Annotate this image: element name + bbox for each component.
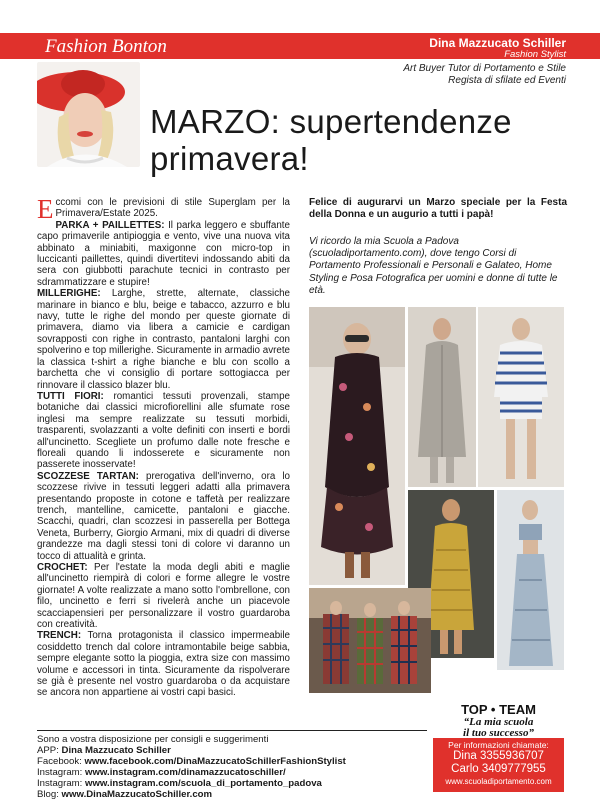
contact-instagram-2	[37, 778, 427, 789]
author-name: Dina Mazzucato Schiller	[429, 36, 566, 50]
section-heading: SCOZZESE TARTAN:	[37, 470, 139, 482]
author-line-1: Art Buyer Tutor di Portamento e Stile	[403, 63, 566, 74]
contact-app	[37, 745, 427, 756]
dropcap: E	[37, 194, 54, 224]
app-label: APP:	[37, 745, 62, 756]
section-text: romantici tessuti provenzali, stampe botaniche dai classici microfiorellini alle sfumate rose inglesi ma sempre realizzate su tessuti morbidi, trasparenti, svolazzanti a volte definiti con inserti e bordi all'uncinetto. Scegliete un profumo dalle note fresche e floreali quando li indosserete e sicuramente non passerete inosservate!	[37, 390, 290, 471]
section-paragraph	[37, 562, 290, 630]
article-body	[37, 194, 290, 699]
section-paragraph	[37, 471, 290, 562]
phone-carlo[interactable]: Carlo 3409777955	[451, 763, 546, 775]
article-title	[150, 103, 512, 177]
contact-intro: Sono a vostra disposizione per consigli e suggerimenti	[37, 734, 269, 745]
author-role: Fashion Stylist	[504, 49, 566, 60]
title-line-1: MARZO: supertendenze	[150, 103, 512, 140]
blog-label: Blog:	[37, 789, 62, 800]
author-portrait	[37, 62, 140, 167]
section-text: Per l'estate la moda degli abiti e maglie all'uncinetto riempirà di colori e forme allegre le vostre giornate! A volte realizzate a mano sotto l'ombrellone, con filo, uncinetto e ferri si rivelerà anche un piacevole scacciapensieri per personalizzare il vostro guardaroba con creatività.	[37, 562, 290, 631]
intro-text: ccomi con le previsioni di stile Superglam per la Primavera/Estate 2025.	[55, 197, 290, 220]
team-title: TOP • TEAM	[461, 702, 536, 717]
section-text: Torna protagonista il classico impermeabile cosiddetto trench dal colore intramontabile beige sabbia, sempre elegante sotto la pioggia, extra size con massimo volume e accessori in tinta. Sicuramente da rispolverare se già è presente nel vostro guardaroba o da acquistare se ancora non appartiene ai vostri capi basici.	[37, 630, 290, 699]
section-paragraph	[37, 391, 290, 471]
section-heading: TRENCH:	[37, 630, 82, 642]
facebook-label: Facebook:	[37, 756, 85, 767]
author-box	[370, 37, 566, 61]
team-header	[433, 703, 564, 738]
author-line-2: Regista di sfilate ed Eventi	[448, 75, 566, 86]
section-paragraph	[37, 288, 290, 391]
section-paragraph	[37, 220, 290, 288]
team-slogan-2: il tuo successo”	[463, 727, 534, 739]
title-line-2: primavera!	[150, 140, 309, 177]
facebook-link[interactable]: www.facebook.com/DinaMazzucatoSchillerFashionStylist	[84, 756, 346, 767]
section-heading: CROCHET:	[37, 562, 88, 573]
section-heading: PARKA + PAILLETTES:	[55, 219, 165, 231]
instagram-school-link[interactable]: www.instagram.com/scuola_di_portamento_padova	[85, 778, 322, 789]
phone-dina[interactable]: Dina 3355936707	[453, 750, 544, 762]
runway-photo-floral	[309, 307, 405, 585]
runway-photo-sequins	[497, 490, 564, 670]
team-slogan-1: “La mia scuola	[463, 716, 534, 728]
team-info: Per informazioni chiamate:	[448, 740, 549, 750]
instagram-label: Instagram:	[37, 767, 85, 778]
blog-link[interactable]: www.DinaMazzucatoSchiller.com	[61, 789, 213, 800]
school-website-link[interactable]: www.scuoladiportamento.com	[445, 777, 552, 786]
school-text: Vi ricordo la mia Scuola a Padova (scuoladiportamento.com), dove tengo Corsi di Portamento Professionali e Personali e Galateo, Home Styling e Posa Fotografica per uomini e donne di tutte le età.	[309, 236, 558, 296]
contact-instagram-1	[37, 767, 427, 778]
contact-blog	[37, 789, 427, 800]
section-text: Larghe, strette, alternate, classiche marinare in bianco e blu, beige e tabacco, azzurro e blu navy, tutte le righe del mondo per queste giornate di primavera, diamo via libera a camicie e cardigan sovrapposti con righe in contrasto, pantaloni larghi con spolverino e top millerighe. Sicuramente in armadio avrete la classica t-shirt a righe bianche e blu con scollo a barchetta che vi consiglio di portare sottogiacca per rinnovare il classico blazer blu.	[37, 288, 290, 391]
section-text: Il parka leggero e sbuffante capo primaverile antipioggia e vento, vive una nuova vita abbinato a miniabiti, maxigonne con micro-top in luccicanti paillettes, quindi divertitevi indossando abiti da sera con giubbotti parachute tecnici in contrasto per sdrammatizzare e stupire!	[37, 219, 290, 288]
runway-photo-stripes	[478, 307, 564, 487]
team-contact-panel	[433, 738, 564, 792]
section-heading: TUTTI FIORI:	[37, 390, 104, 402]
section-text: prerogativa dell'inverno, ora lo scozzese rivive in tessuti leggeri adatti alla primavera presentando proposte in cotone e taffetà per realizzare trench, mantelline, camicette, pantaloni e giacche. Scacchi, quadri, clan scozzesi in passerella per Bottega Veneta, Burberry, Giorgio Armani, mix di quadri di diverse grandezze ma dagli stessi toni di colore vi daranno un tocco di attualità e grinta.	[37, 470, 290, 562]
instagram-label: Instagram:	[37, 778, 85, 789]
section-paragraph	[37, 630, 290, 698]
top-team-box	[433, 703, 564, 793]
app-value: Dina Mazzucato Schiller	[61, 745, 171, 756]
greeting-text: Felice di augurarvi un Marzo speciale per la Festa della Donna e un augurio a tutti i papà!	[309, 197, 567, 221]
runway-photo-trench	[408, 307, 476, 487]
intro-paragraph	[37, 194, 290, 224]
instagram-link[interactable]: www.instagram.com/dinamazzucatoschiller/	[85, 767, 286, 778]
column-name: Fashion Bonton	[45, 36, 167, 57]
section-heading: MILLERIGHE:	[37, 288, 101, 300]
contact-block	[37, 730, 427, 800]
runway-photo-tartan	[309, 588, 431, 693]
contact-facebook	[37, 756, 427, 767]
